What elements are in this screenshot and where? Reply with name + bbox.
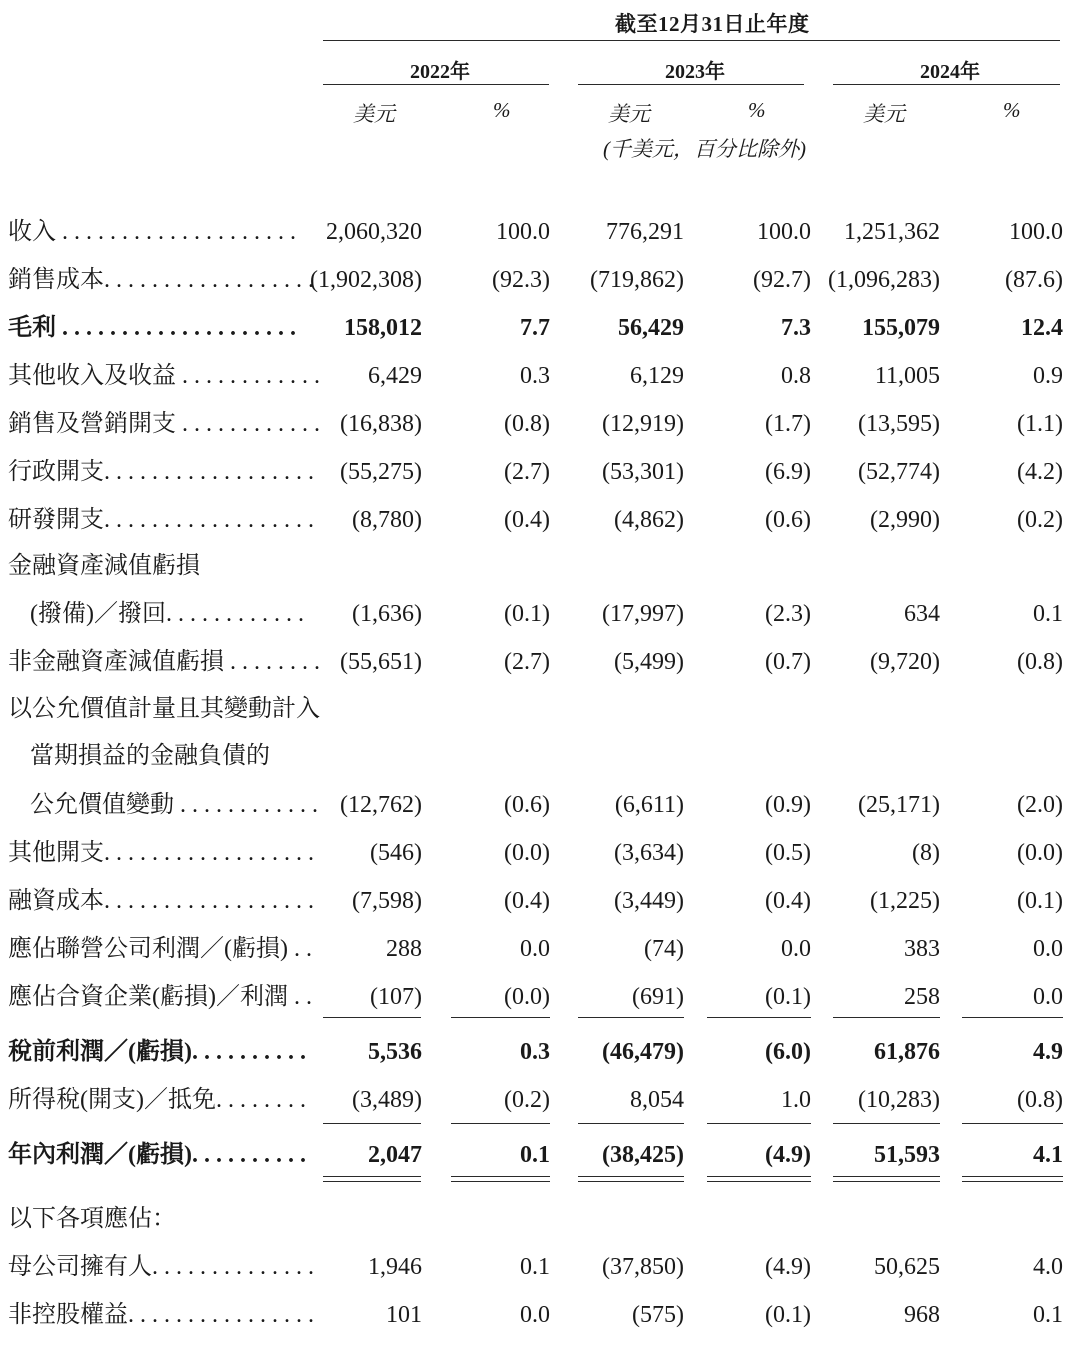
cell-pct-2023: (0.7) bbox=[765, 649, 811, 675]
subtotal-rule bbox=[962, 1123, 1063, 1124]
cell-usd-2023: (12,919) bbox=[602, 411, 684, 437]
cell-pct-2023: (6.9) bbox=[765, 459, 811, 485]
subtotal-rule bbox=[578, 1017, 684, 1018]
row-label: 以下各項應佔： bbox=[8, 1206, 176, 1232]
row-label: 非金融資產減值虧損 . . . . . . . . bbox=[8, 649, 320, 675]
cell-usd-2024: (2,990) bbox=[870, 507, 940, 533]
cell-usd-2024: (52,774) bbox=[858, 459, 940, 485]
row-label: 以公允價值計量且其變動計入 bbox=[8, 696, 320, 722]
cell-pct-2023: (6.0) bbox=[765, 1039, 811, 1065]
cell-pct-2024: (0.2) bbox=[1017, 507, 1063, 533]
cell-pct-2023: 7.3 bbox=[781, 315, 811, 341]
cell-pct-2024: 0.0 bbox=[1033, 936, 1063, 962]
cell-usd-2022: 5,536 bbox=[368, 1039, 422, 1065]
row-label: 非控股權益. . . . . . . . . . . . . . . . bbox=[8, 1302, 314, 1328]
cell-usd-2023: (38,425) bbox=[602, 1142, 684, 1168]
cell-usd-2022: (546) bbox=[370, 840, 422, 866]
subtotal-rule bbox=[707, 1123, 811, 1124]
cell-usd-2022: (7,598) bbox=[352, 888, 422, 914]
year-2023: 2023年 bbox=[665, 61, 725, 83]
cell-pct-2024: (0.1) bbox=[1017, 888, 1063, 914]
subtotal-rule bbox=[833, 1017, 940, 1018]
row-label: 其他開支. . . . . . . . . . . . . . . . . . bbox=[8, 840, 314, 866]
cell-usd-2024: (10,283) bbox=[858, 1087, 940, 1113]
cell-usd-2023: 56,429 bbox=[618, 315, 684, 341]
row-label: 銷售及營銷開支 . . . . . . . . . . . . bbox=[8, 411, 320, 437]
row-label: 金融資產減值虧損 bbox=[8, 553, 200, 579]
year-rule-2022 bbox=[323, 84, 549, 85]
units-note: (千美元，百分比除外) bbox=[603, 137, 806, 161]
cell-pct-2022: (0.0) bbox=[504, 984, 550, 1010]
unit-pct-2024: % bbox=[1003, 98, 1021, 122]
cell-pct-2024: 0.1 bbox=[1033, 1302, 1063, 1328]
grand-total-double-rule bbox=[451, 1176, 550, 1177]
cell-pct-2022: (0.4) bbox=[504, 888, 550, 914]
row-label: 母公司擁有人. . . . . . . . . . . . . . bbox=[8, 1254, 314, 1280]
cell-pct-2024: 0.9 bbox=[1033, 363, 1063, 389]
cell-pct-2022: (92.3) bbox=[492, 267, 550, 293]
cell-pct-2024: (2.0) bbox=[1017, 792, 1063, 818]
cell-usd-2022: (16,838) bbox=[340, 411, 422, 437]
cell-pct-2023: (0.9) bbox=[765, 792, 811, 818]
subtotal-rule bbox=[962, 1017, 1063, 1018]
cell-usd-2024: (8) bbox=[912, 840, 940, 866]
year-rule-2024 bbox=[833, 84, 1060, 85]
cell-pct-2024: (0.8) bbox=[1017, 649, 1063, 675]
cell-usd-2024: 50,625 bbox=[874, 1254, 940, 1280]
grand-total-double-rule bbox=[451, 1181, 550, 1182]
cell-pct-2022: 0.0 bbox=[520, 1302, 550, 1328]
grand-total-double-rule bbox=[323, 1181, 421, 1182]
grand-total-double-rule bbox=[707, 1176, 811, 1177]
cell-usd-2024: (13,595) bbox=[858, 411, 940, 437]
row-label: 收入 . . . . . . . . . . . . . . . . . . . . bbox=[8, 219, 296, 245]
period-title: 截至12月31日止年度 bbox=[615, 12, 810, 36]
cell-pct-2024: (0.0) bbox=[1017, 840, 1063, 866]
cell-usd-2022: (107) bbox=[370, 984, 422, 1010]
cell-usd-2022: (1,902,308) bbox=[310, 267, 422, 293]
cell-usd-2022: 101 bbox=[386, 1302, 422, 1328]
cell-usd-2023: (3,449) bbox=[614, 888, 684, 914]
cell-usd-2024: 51,593 bbox=[874, 1142, 940, 1168]
cell-usd-2023: (691) bbox=[632, 984, 684, 1010]
grand-total-double-rule bbox=[578, 1181, 684, 1182]
cell-pct-2022: 0.1 bbox=[520, 1142, 550, 1168]
row-label: 年內利潤／(虧損). . . . . . . . . . bbox=[8, 1142, 306, 1168]
cell-pct-2022: 0.1 bbox=[520, 1254, 550, 1280]
cell-pct-2023: (0.4) bbox=[765, 888, 811, 914]
cell-pct-2022: 7.7 bbox=[520, 315, 550, 341]
row-label: 當期損益的金融負債的 bbox=[30, 743, 270, 769]
cell-usd-2023: 8,054 bbox=[630, 1087, 684, 1113]
grand-total-double-rule bbox=[962, 1181, 1063, 1182]
unit-usd-2022: 美元 bbox=[353, 102, 395, 126]
cell-pct-2024: (0.8) bbox=[1017, 1087, 1063, 1113]
cell-pct-2022: (0.2) bbox=[504, 1087, 550, 1113]
unit-usd-2024: 美元 bbox=[863, 102, 905, 126]
row-label: 應佔合資企業(虧損)／利潤 . . bbox=[8, 984, 312, 1010]
cell-usd-2023: (719,862) bbox=[590, 267, 684, 293]
cell-usd-2022: (55,651) bbox=[340, 649, 422, 675]
cell-usd-2023: (17,997) bbox=[602, 601, 684, 627]
year-rule-2023 bbox=[578, 84, 804, 85]
cell-pct-2023: (0.6) bbox=[765, 507, 811, 533]
cell-pct-2023: (0.5) bbox=[765, 840, 811, 866]
cell-pct-2023: 100.0 bbox=[757, 219, 811, 245]
cell-pct-2023: (2.3) bbox=[765, 601, 811, 627]
grand-total-double-rule bbox=[962, 1176, 1063, 1177]
cell-usd-2023: 6,129 bbox=[630, 363, 684, 389]
row-label: (撥備)／撥回. . . . . . . . . . . . bbox=[30, 601, 304, 627]
cell-pct-2023: (4.9) bbox=[765, 1254, 811, 1280]
cell-pct-2023: (0.1) bbox=[765, 984, 811, 1010]
cell-pct-2024: 0.0 bbox=[1033, 984, 1063, 1010]
grand-total-double-rule bbox=[833, 1181, 940, 1182]
subtotal-rule bbox=[707, 1017, 811, 1018]
cell-pct-2023: 0.8 bbox=[781, 363, 811, 389]
cell-usd-2022: 6,429 bbox=[368, 363, 422, 389]
cell-usd-2022: 2,060,320 bbox=[326, 219, 422, 245]
row-label: 公允價值變動 . . . . . . . . . . . . bbox=[30, 792, 318, 818]
cell-usd-2024: (25,171) bbox=[858, 792, 940, 818]
cell-pct-2024: 4.1 bbox=[1033, 1142, 1063, 1168]
cell-usd-2022: 288 bbox=[386, 936, 422, 962]
cell-usd-2023: (74) bbox=[644, 936, 684, 962]
cell-usd-2023: 776,291 bbox=[606, 219, 684, 245]
year-2024: 2024年 bbox=[920, 61, 980, 83]
row-label: 稅前利潤／(虧損). . . . . . . . . . bbox=[8, 1039, 306, 1065]
cell-usd-2024: 383 bbox=[904, 936, 940, 962]
cell-pct-2023: (1.7) bbox=[765, 411, 811, 437]
cell-usd-2023: (5,499) bbox=[614, 649, 684, 675]
cell-pct-2022: (0.0) bbox=[504, 840, 550, 866]
grand-total-double-rule bbox=[707, 1181, 811, 1182]
cell-usd-2023: (46,479) bbox=[602, 1039, 684, 1065]
cell-usd-2022: 2,047 bbox=[368, 1142, 422, 1168]
cell-usd-2022: (1,636) bbox=[352, 601, 422, 627]
unit-pct-2022: % bbox=[493, 98, 511, 122]
row-label: 應佔聯營公司利潤／(虧損) . . bbox=[8, 936, 312, 962]
subtotal-rule bbox=[578, 1123, 684, 1124]
cell-usd-2022: (12,762) bbox=[340, 792, 422, 818]
row-label: 其他收入及收益 . . . . . . . . . . . . bbox=[8, 363, 320, 389]
cell-pct-2023: 0.0 bbox=[781, 936, 811, 962]
cell-usd-2023: (6,611) bbox=[614, 792, 684, 818]
subtotal-rule bbox=[833, 1123, 940, 1124]
period-rule bbox=[323, 40, 1060, 41]
cell-pct-2024: 12.4 bbox=[1021, 315, 1063, 341]
year-2022: 2022年 bbox=[410, 61, 470, 83]
cell-pct-2024: 4.0 bbox=[1033, 1254, 1063, 1280]
cell-usd-2023: (4,862) bbox=[614, 507, 684, 533]
grand-total-double-rule bbox=[833, 1176, 940, 1177]
cell-usd-2024: (1,096,283) bbox=[828, 267, 940, 293]
cell-pct-2022: 0.3 bbox=[520, 1039, 550, 1065]
cell-usd-2024: (1,225) bbox=[870, 888, 940, 914]
cell-usd-2022: (3,489) bbox=[352, 1087, 422, 1113]
grand-total-double-rule bbox=[323, 1176, 421, 1177]
cell-usd-2022: (55,275) bbox=[340, 459, 422, 485]
cell-pct-2022: (0.1) bbox=[504, 601, 550, 627]
cell-pct-2023: 1.0 bbox=[781, 1087, 811, 1113]
cell-usd-2022: 1,946 bbox=[368, 1254, 422, 1280]
cell-pct-2022: (2.7) bbox=[504, 649, 550, 675]
cell-pct-2022: 100.0 bbox=[496, 219, 550, 245]
row-label: 毛利 . . . . . . . . . . . . . . . . . . . . bbox=[8, 315, 296, 341]
cell-pct-2024: (87.6) bbox=[1005, 267, 1063, 293]
cell-usd-2024: 634 bbox=[904, 601, 940, 627]
cell-usd-2023: (575) bbox=[632, 1302, 684, 1328]
cell-pct-2023: (0.1) bbox=[765, 1302, 811, 1328]
cell-pct-2022: (0.6) bbox=[504, 792, 550, 818]
cell-usd-2023: (37,850) bbox=[602, 1254, 684, 1280]
cell-usd-2024: 11,005 bbox=[874, 363, 940, 389]
row-label: 行政開支. . . . . . . . . . . . . . . . . . bbox=[8, 459, 314, 485]
cell-pct-2024: (4.2) bbox=[1017, 459, 1063, 485]
unit-usd-2023: 美元 bbox=[608, 102, 650, 126]
unit-pct-2023: % bbox=[748, 98, 766, 122]
row-label: 融資成本. . . . . . . . . . . . . . . . . . bbox=[8, 888, 314, 914]
row-label: 所得稅(開支)／抵免. . . . . . . . bbox=[8, 1087, 306, 1113]
cell-usd-2022: (8,780) bbox=[352, 507, 422, 533]
cell-pct-2024: 4.9 bbox=[1033, 1039, 1063, 1065]
subtotal-rule bbox=[323, 1017, 421, 1018]
subtotal-rule bbox=[451, 1017, 550, 1018]
cell-usd-2024: (9,720) bbox=[870, 649, 940, 675]
cell-pct-2022: (0.4) bbox=[504, 507, 550, 533]
subtotal-rule bbox=[323, 1123, 421, 1124]
cell-pct-2024: (1.1) bbox=[1017, 411, 1063, 437]
row-label: 銷售成本. . . . . . . . . . . . . . . . . . bbox=[8, 267, 314, 293]
cell-usd-2022: 158,012 bbox=[344, 315, 422, 341]
cell-usd-2024: 258 bbox=[904, 984, 940, 1010]
cell-pct-2022: 0.3 bbox=[520, 363, 550, 389]
subtotal-rule bbox=[451, 1123, 550, 1124]
cell-usd-2024: 61,876 bbox=[874, 1039, 940, 1065]
grand-total-double-rule bbox=[578, 1176, 684, 1177]
cell-pct-2022: 0.0 bbox=[520, 936, 550, 962]
row-label: 研發開支. . . . . . . . . . . . . . . . . . bbox=[8, 507, 314, 533]
cell-pct-2023: (4.9) bbox=[765, 1142, 811, 1168]
cell-usd-2024: 155,079 bbox=[862, 315, 940, 341]
cell-pct-2022: (2.7) bbox=[504, 459, 550, 485]
cell-pct-2024: 0.1 bbox=[1033, 601, 1063, 627]
cell-usd-2023: (3,634) bbox=[614, 840, 684, 866]
cell-pct-2024: 100.0 bbox=[1009, 219, 1063, 245]
cell-usd-2023: (53,301) bbox=[602, 459, 684, 485]
cell-pct-2022: (0.8) bbox=[504, 411, 550, 437]
cell-pct-2023: (92.7) bbox=[753, 267, 811, 293]
cell-usd-2024: 968 bbox=[904, 1302, 940, 1328]
cell-usd-2024: 1,251,362 bbox=[844, 219, 940, 245]
